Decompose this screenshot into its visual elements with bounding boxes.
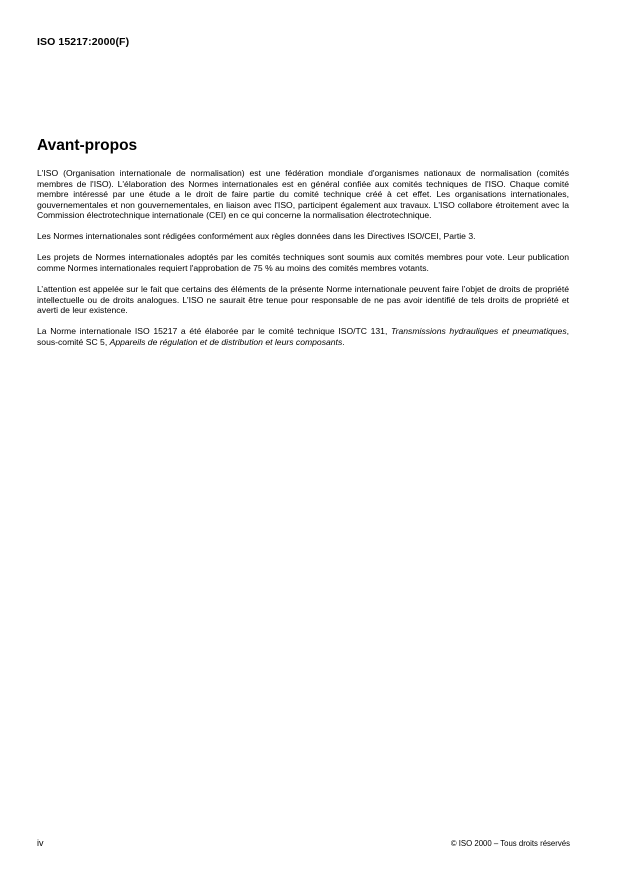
paragraph-voting: Les projets de Normes internationales adoptés par les comités techniques sont soumis aux comités membres pour vote. Leur publication comme Normes internationales requiert l'approbation de 75 % au moins des comités membres votants. [37, 252, 569, 273]
copyright-notice: © ISO 2000 – Tous droits réservés [450, 839, 570, 848]
committee-text-2: , sous-comité SC 5, [37, 326, 570, 347]
paragraph-committee [37, 326, 569, 347]
page-number: iv [37, 838, 44, 848]
paragraph-directives: Les Normes internationales sont rédigées conformément aux règles données dans les Directives ISO/CEI, Partie 3. [37, 231, 476, 242]
body-text [37, 168, 569, 358]
committee-text-1: La Norme internationale ISO 15217 a été élaborée par le comité technique ISO/TC 131, [37, 326, 392, 337]
subcommittee-title-italic: Appareils de régulation et de distribution et leurs composants [109, 336, 343, 347]
paragraph-patent-rights: L’attention est appelée sur le fait que certains des éléments de la présente Norme internationale peuvent faire l’objet de droits de propriété intellectuelle ou de droits analogues. L’ISO ne saurait être tenue pour responsable de ne pas avoir identifié de tels droits de propriété et averti de leur existence. [37, 283, 569, 316]
document-code: ISO 15217:2000(F) [37, 36, 130, 48]
paragraph-iso-organisation: L'ISO (Organisation internationale de normalisation) est une fédération mondiale d'organismes nationaux de normalisation (comités membres de l'ISO). L'élaboration des Normes internationales est en général confiée aux comités techniques de l'ISO. Chaque comité membre intéressé par une étude a le droit de faire partie du comité technique créé à cet effet. Les organisations internationales, gouvernementales et non gouvernementales, en liaison avec l'ISO, participent également aux travaux. L'ISO collabore étroitement avec la Commission électrotechnique internationale (CEI) en ce qui concerne la normalisation électrotechnique. [37, 168, 569, 221]
committee-title-italic: Transmissions hydrauliques et pneumatiques [391, 326, 567, 337]
section-title: Avant-propos [37, 137, 138, 154]
committee-text-3: . [342, 336, 345, 347]
